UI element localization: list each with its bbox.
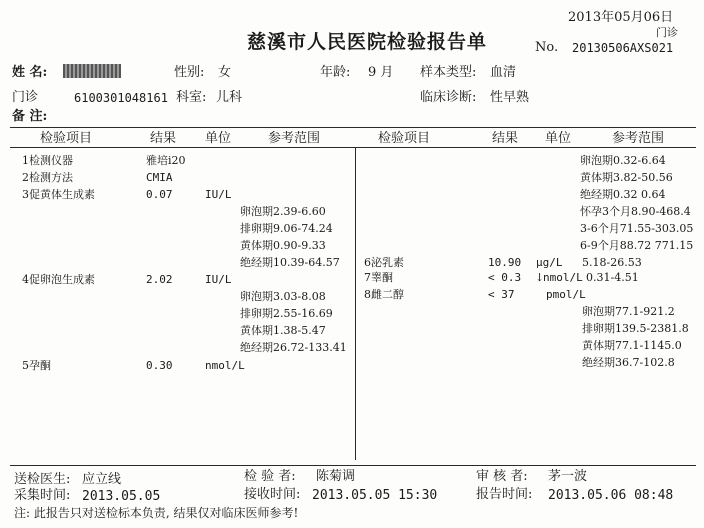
item-unit: pmol/L bbox=[546, 288, 586, 301]
item-name: 8雌二醇 bbox=[364, 288, 404, 301]
gender-value: 女 bbox=[218, 65, 232, 80]
reviewer-name: 茅一波 bbox=[548, 469, 588, 484]
report-time-label: 报告时间: bbox=[476, 487, 533, 502]
diagnosis-value: 性早熟 bbox=[490, 90, 530, 105]
item-unit: IU/L bbox=[205, 273, 232, 286]
ref-range: 排卵期9.06-74.24 bbox=[240, 222, 333, 235]
receive-time: 2013.05.05 15:30 bbox=[312, 488, 438, 503]
table-top-rule bbox=[10, 127, 696, 128]
ref-range: 黄体期0.90-9.33 bbox=[240, 239, 326, 252]
item-result: 雅培i20 bbox=[146, 154, 186, 167]
dept-value: 儿科 bbox=[216, 90, 243, 105]
disclaimer-note: 注: 此报告只对送检标本负责, 结果仅对临床医师参考! bbox=[14, 506, 299, 520]
receive-time-label: 接收时间: bbox=[244, 487, 301, 502]
table-center-divider bbox=[355, 147, 356, 460]
item-result: < 0.3 bbox=[488, 271, 522, 284]
item-result: 10.90 bbox=[488, 256, 522, 269]
item-name: 1检测仪器 bbox=[22, 154, 73, 167]
table-header-rule bbox=[10, 147, 696, 148]
ref-range: 绝经期0.32 0.64 bbox=[580, 188, 666, 201]
ref-range: 卵泡期0.32-6.64 bbox=[580, 154, 666, 167]
col-unit-left: 单位 bbox=[205, 131, 232, 146]
report-date: 2013年05月06日 bbox=[568, 10, 674, 25]
ref-range: 卵泡期2.39-6.60 bbox=[240, 205, 326, 218]
col-ref-right: 参考范围 bbox=[612, 131, 665, 146]
item-unit: μg/L bbox=[536, 256, 563, 269]
item-name: 7睾酮 bbox=[364, 271, 393, 284]
ref-range: 5.18-26.53 bbox=[582, 256, 642, 269]
report-no-value: 20130506AXS021 bbox=[572, 41, 674, 55]
ref-range: 黄体期77.1-1145.0 bbox=[582, 339, 682, 352]
collect-time: 2013.05.05 bbox=[82, 489, 161, 504]
item-name: 6泌乳素 bbox=[364, 256, 404, 269]
ref-range: 绝经期36.7-102.8 bbox=[582, 356, 675, 369]
sample-type-label: 样本类型: bbox=[420, 65, 477, 80]
col-unit-right: 单位 bbox=[545, 131, 572, 146]
age-value: 9 月 bbox=[368, 65, 394, 80]
item-name: 5孕酮 bbox=[22, 359, 51, 372]
item-name: 4促卵泡生成素 bbox=[22, 273, 95, 286]
ref-range: 卵泡期3.03-8.08 bbox=[240, 290, 326, 303]
patient-id: 6100301048161 bbox=[74, 91, 168, 105]
ref-range: 6-9个月88.72 771.15 bbox=[580, 239, 694, 252]
item-result: < 37 bbox=[488, 288, 515, 301]
collect-time-label: 采集时间: bbox=[14, 488, 71, 503]
item-unit: IU/L bbox=[205, 188, 232, 201]
report-title: 慈溪市人民医院检验报告单 bbox=[247, 31, 488, 53]
reviewer-label: 审 核 者: bbox=[476, 469, 528, 484]
item-result: 2.02 bbox=[146, 273, 173, 286]
col-ref-left: 参考范围 bbox=[268, 131, 321, 146]
ref-range: 排卵期139.5-2381.8 bbox=[582, 322, 689, 335]
item-name: 3促黄体生成素 bbox=[22, 188, 95, 201]
ref-range: 黄体期1.38-5.47 bbox=[240, 324, 326, 337]
item-result: 0.07 bbox=[146, 188, 173, 201]
age-label: 年龄: bbox=[320, 65, 351, 80]
doctor-name: 应立线 bbox=[82, 472, 122, 487]
visit-type-tag: 门诊 bbox=[656, 26, 678, 39]
low-flag: ↓ bbox=[535, 271, 545, 284]
col-item-left: 检验项目 bbox=[40, 131, 93, 146]
dept-label: 科室: bbox=[176, 90, 207, 105]
item-unit: nmol/L bbox=[543, 271, 583, 284]
diagnosis-label: 临床诊断: bbox=[420, 90, 477, 105]
ref-range: 绝经期10.39-64.57 bbox=[240, 256, 340, 269]
ref-range: 卵泡期77.1-921.2 bbox=[582, 305, 675, 318]
ref-range: 排卵期2.55-16.69 bbox=[240, 307, 333, 320]
ref-range: 绝经期26.72-133.41 bbox=[240, 341, 347, 354]
ref-range: 3-6个月71.55-303.05 bbox=[580, 222, 694, 235]
item-unit: nmol/L bbox=[205, 359, 245, 372]
ref-range: 黄体期3.82-50.56 bbox=[580, 171, 673, 184]
col-item-right: 检验项目 bbox=[378, 131, 431, 146]
doctor-label: 送检医生: bbox=[14, 472, 71, 487]
col-result-left: 结果 bbox=[150, 131, 177, 146]
table-bottom-rule bbox=[10, 465, 696, 466]
sample-type-value: 血清 bbox=[490, 65, 517, 80]
item-result: CMIA bbox=[146, 171, 173, 184]
ref-range: 0.31-4.51 bbox=[586, 271, 639, 284]
visit-type: 门诊 bbox=[12, 90, 39, 105]
item-result: 0.30 bbox=[146, 359, 173, 372]
redacted-name bbox=[63, 64, 121, 78]
gender-label: 性别: bbox=[174, 65, 205, 80]
item-name: 2检测方法 bbox=[22, 171, 73, 184]
col-result-right: 结果 bbox=[492, 131, 519, 146]
report-time: 2013.05.06 08:48 bbox=[548, 488, 674, 503]
name-label: 姓 名: bbox=[12, 65, 48, 80]
tester-label: 检 验 者: bbox=[244, 469, 296, 484]
report-no-label: No. bbox=[535, 40, 559, 55]
ref-range: 怀孕3个月8.90-468.4 bbox=[580, 205, 691, 218]
tester-name: 陈菊调 bbox=[316, 469, 356, 484]
remark-label: 备 注: bbox=[12, 109, 48, 124]
